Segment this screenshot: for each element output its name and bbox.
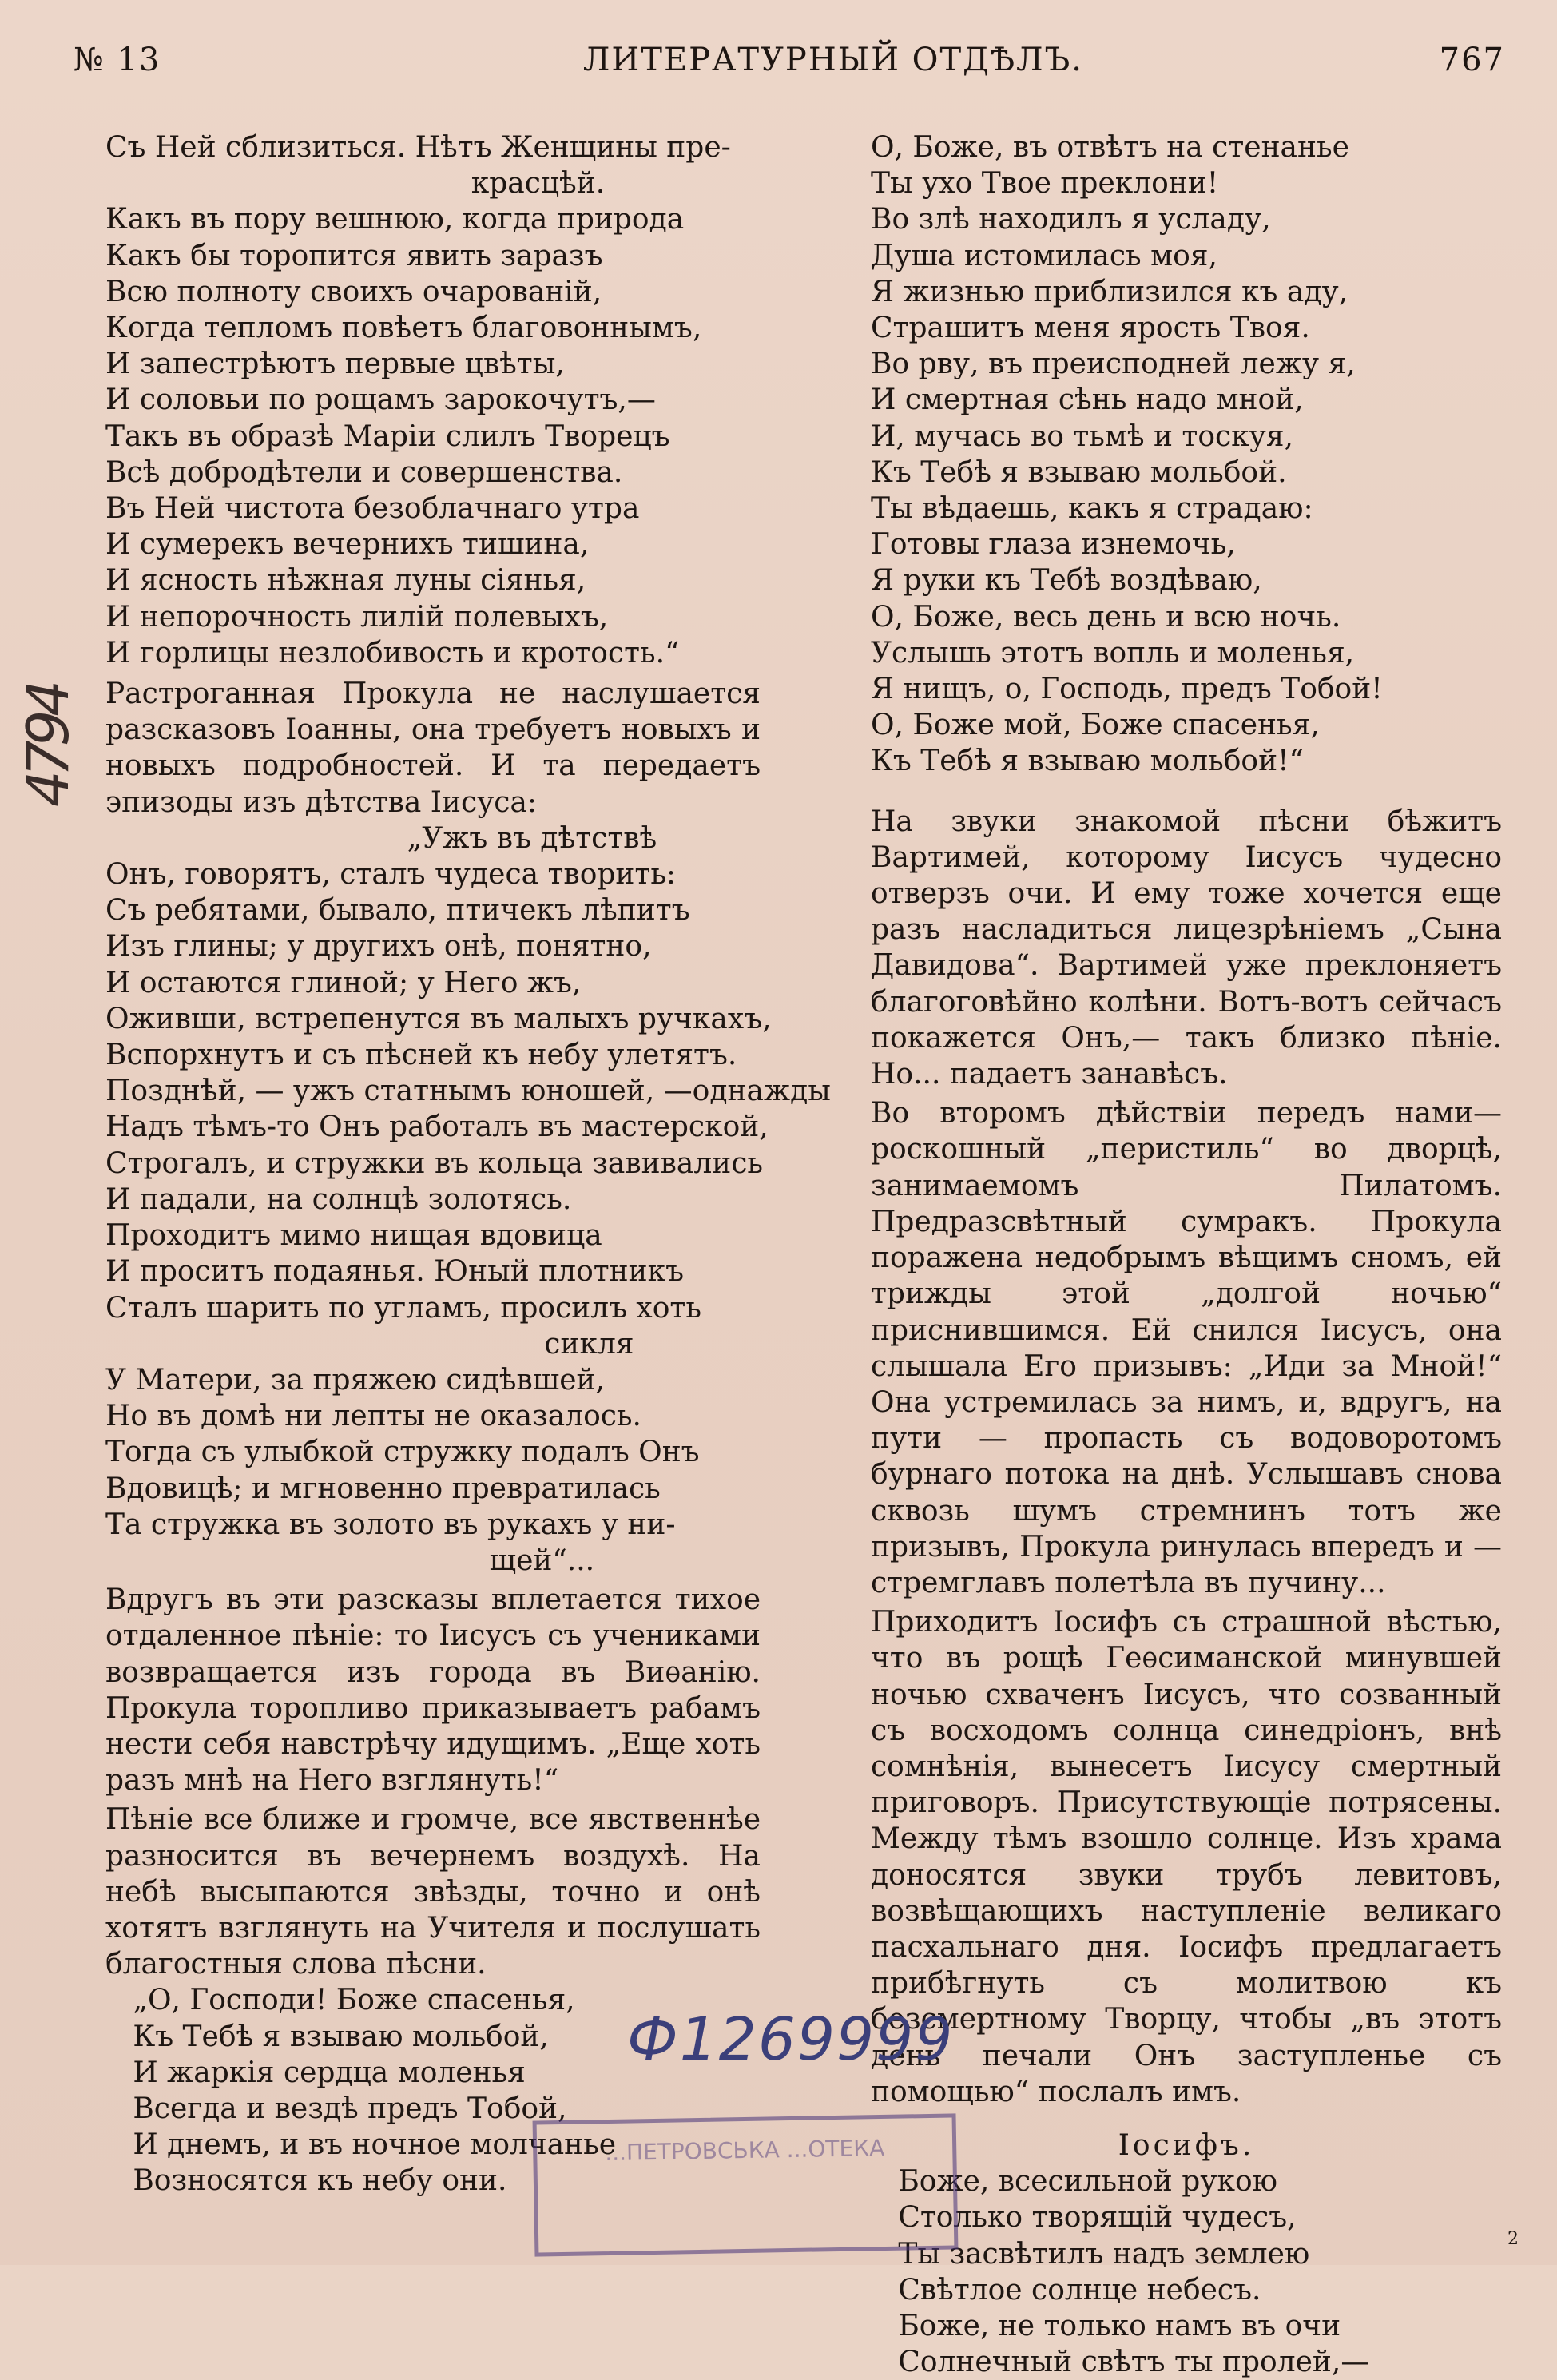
left-paragraph-1: Растроганная Прокула не наслушается разсказовъ Іоанны, она требуетъ новыхъ и новыхъ подробностей. И та передаетъ эпизоды изъ дѣтства Іисуса: [105,677,761,819]
verse-line: „Ужъ въ дѣтствѣ [105,821,657,855]
verse-line: Ты засвѣтилъ надъ землею [871,2237,1310,2271]
verse-line: Какъ бы торопится явить заразъ [105,239,603,272]
verse-line: Тогда съ улыбкой стружку подалъ Онъ [105,1436,700,1469]
verse-line: Возносятся къ небу они. [105,2164,507,2198]
verse-line: Столько творящій чудесъ, [871,2201,1297,2235]
verse-line: Съ Ней сблизиться. Нѣтъ Женщины пре- [105,131,731,164]
verse-line: Солнечный свѣтъ ты пролей,— [871,2346,1370,2379]
verse-line: Сталъ шарить по угламъ, просилъ хоть [105,1291,701,1325]
right-poem-1 [871,129,1502,780]
verse-line: И сумерекъ вечернихъ тишина, [105,528,590,562]
verse-line: сикля [105,1327,634,1361]
verse-line: И ясность нѣжная луны сіянья, [105,564,586,598]
verse-line: И горлицы незлобивость и кротость.“ [105,636,680,669]
verse-line: Я руки къ Тебѣ воздѣваю, [871,564,1262,598]
right-column [871,129,1502,2380]
section-title: ЛИТЕРАТУРНЫЙ ОТДѢЛЪ. [583,42,1084,78]
verse-line: Ты вѣдаешь, какъ я страдаю: [871,492,1313,526]
verse-line: Но въ домѣ ни лепты не оказалось. [105,1400,641,1433]
verse-line: Ты ухо Твое преклони! [871,167,1219,201]
verse-line: Я жизнью приблизился къ аду, [871,275,1348,308]
verse-line: И непорочность лилій полевыхъ, [105,600,609,634]
verse-line: Боже, всесильной рукою [871,2165,1277,2199]
inventory-number: Ф1269999 [627,2005,955,2074]
verse-line: И проситъ подаянья. Юный плотникъ [105,1255,685,1289]
verse-line: Страшитъ меня ярость Твоя. [871,312,1310,345]
verse-line: Когда тепломъ повѣетъ благовоннымъ, [105,312,702,345]
left-paragraph-3: Пѣніе все ближе и громче, все явственнѣе разносится въ вечернемъ воздухѣ. На небѣ высыпаются звѣзды, точно и онѣ хотятъ взглянуть на Учителя и послушать благостныя слова пѣсни. [105,1803,761,1981]
verse-line: Надъ тѣмъ-то Онъ работалъ въ мастерской, [105,1111,769,1144]
verse-line: Я нищъ, о, Господь, предъ Тобой! [871,673,1383,706]
signature-mark: 2 [1507,2229,1519,2249]
verse-line: У Матери, за пряжею сидѣвшей, [105,1363,605,1397]
verse-line: Изъ глины; у другихъ онѣ, понятно, [105,930,652,964]
verse-line: О, Боже, въ отвѣтъ на стенанье [871,131,1349,164]
verse-line: Оживши, встрепенутся въ малыхъ ручкахъ, [105,1002,772,1035]
verse-line: Позднѣй, — ужъ статнымъ юношей, —однажды [105,1075,831,1108]
verse-line: О, Боже мой, Боже спасенья, [871,709,1320,742]
verse-line: щей“... [105,1544,595,1577]
verse-line: И падали, на солнцѣ золотясь. [105,1182,572,1216]
left-poem-2 [105,820,831,1579]
left-paragraph-2: Вдругъ въ эти разсказы вплетается тихое отдаленное пѣніе: то Іисусъ съ учениками возвращается изъ города въ Виѳанію. Прокула торопливо приказываетъ рабамъ нести себя навстрѣчу идущимъ. „Еще хоть разъ мнѣ на Него взглянуть!“ [105,1583,761,1798]
verse-line: И днемъ, и въ ночное молчанье [105,2128,617,2162]
right-paragraph-2: Во второмъ дѣйствіи передъ нами—роскошный „перистиль“ во дворцѣ, занимаемомъ Пилатомъ. Предразсвѣтный сумракъ. Прокула поражена недобрымъ вѣщимъ сномъ, ей трижды этой „долгой ночью“ приснившимся. Ей снился Іисусъ, она слышала Его призывъ: „Иди за Мной!“ Она устремилась за нимъ, и, вдругъ, на пути — пропасть съ водоворотомъ бурнаго потока на днѣ. Услышавъ снова сквозь шумъ стремнинъ тотъ же призывъ, Прокула ринулась впередъ и — стремглавъ полетѣла въ пучину... [871,1097,1502,1599]
verse-line: Къ Тебѣ я взываю мольбой, [105,2020,549,2053]
verse-line: Съ ребятами, бывало, птичекъ лѣпитъ [105,894,690,928]
speaker-name: Іосифъ. [1118,2128,1255,2162]
verse-line: Вдовицѣ; и мгновенно превратилась [105,1472,661,1505]
right-paragraph-3: Приходитъ Іосифъ съ страшной вѣстью, что въ рощѣ Геѳсиманской минувшей ночью схваченъ Іисусъ, что созванный съ восходомъ солнца синедріонъ, внѣ сомнѣнія, вынесетъ Іисусу смертный приговоръ. Присутствующіе потрясены. Между тѣмъ взошло солнце. Изъ храма доносятся звуки трубъ левитовъ, возвѣщающихъ наступленіе великаго пасхальнаго дня. Іосифъ предлагаетъ прибѣгнуть съ молитвою къ безсмертному Творцу, чтобы „въ этотъ день печали Онъ заступленье съ помощью“ послалъ имъ. [871,1606,1502,2108]
left-poem-1 [105,129,761,671]
verse-line: Всѣ добродѣтели и совершенства. [105,455,623,489]
verse-line: И соловьи по рощамъ зарокочутъ,— [105,383,656,417]
verse-line: Такъ въ образѣ Маріи слилъ Творецъ [105,419,670,453]
verse-line: Свѣтлое солнце небесъ. [871,2273,1261,2306]
verse-line: Готовы глаза изнемочь, [871,528,1236,562]
page-number: 767 [1439,42,1505,78]
marginal-handwriting: 4794 [14,685,81,807]
verse-line: Та стружка въ золото въ рукахъ у ни- [105,1508,676,1541]
verse-line: О, Боже, весь день и всю ночь. [871,600,1341,634]
right-paragraph-1: На звуки знакомой пѣсни бѣжитъ Вартимей, которому Іисусъ чудесно отверзъ очи. И ему тоже хочется еще разъ насладиться лицезрѣніемъ „Сына Давидова“. Вартимей уже преклоняетъ благоговѣйно колѣни. Вотъ-вотъ сейчасъ покажется Онъ,— такъ близко пѣніе. Но... падаетъ занавѣсъ. [871,805,1502,1091]
library-stamp: ...ПЕТРОВСЬКА ...ОТЕКА [533,2113,959,2256]
verse-line: Онъ, говорятъ, сталъ чудеса творить: [105,858,677,892]
verse-line: И смертная сѣнь надо мной, [871,383,1304,417]
verse-line: И запестрѣютъ первые цвѣты, [105,348,565,381]
verse-line: Услышь этотъ вопль и моленья, [871,636,1355,669]
verse-line: красцѣй. [105,167,606,201]
verse-line: „О, Господи! Боже спасенья, [105,1984,575,2017]
verse-line: Всегда и вездѣ предъ Тобой, [105,2092,567,2125]
verse-line: Всю полноту своихъ очарованій, [105,275,602,308]
verse-line: И жаркія сердца моленья [105,2056,526,2089]
verse-line: Во рву, въ преисподней лежу я, [871,348,1356,381]
verse-line: И, мучась во тьмѣ и тоскуя, [871,419,1294,453]
verse-line: И остаются глиной; у Него жъ, [105,966,582,999]
verse-line: Строгалъ, и стружки въ кольца завивались [105,1146,763,1180]
issue-number: № 13 [73,42,161,78]
verse-line: Какъ въ пору вешнюю, когда природа [105,203,685,236]
verse-line: Къ Тебѣ я взываю мольбой. [871,455,1287,489]
verse-line: Боже, не только намъ въ очи [871,2309,1341,2342]
right-poem-2 [871,2163,1502,2380]
verse-line: Во злѣ находилъ я усладу, [871,203,1271,236]
verse-line: Къ Тебѣ я взываю мольбой!“ [871,745,1304,778]
verse-line: Вспорхнутъ и съ пѣсней къ небу улетятъ. [105,1039,737,1072]
verse-line: Душа истомилась моя, [871,239,1217,272]
verse-line: Проходитъ мимо нищая вдовица [105,1219,602,1253]
verse-line: Въ Ней чистота безоблачнаго утра [105,492,640,526]
